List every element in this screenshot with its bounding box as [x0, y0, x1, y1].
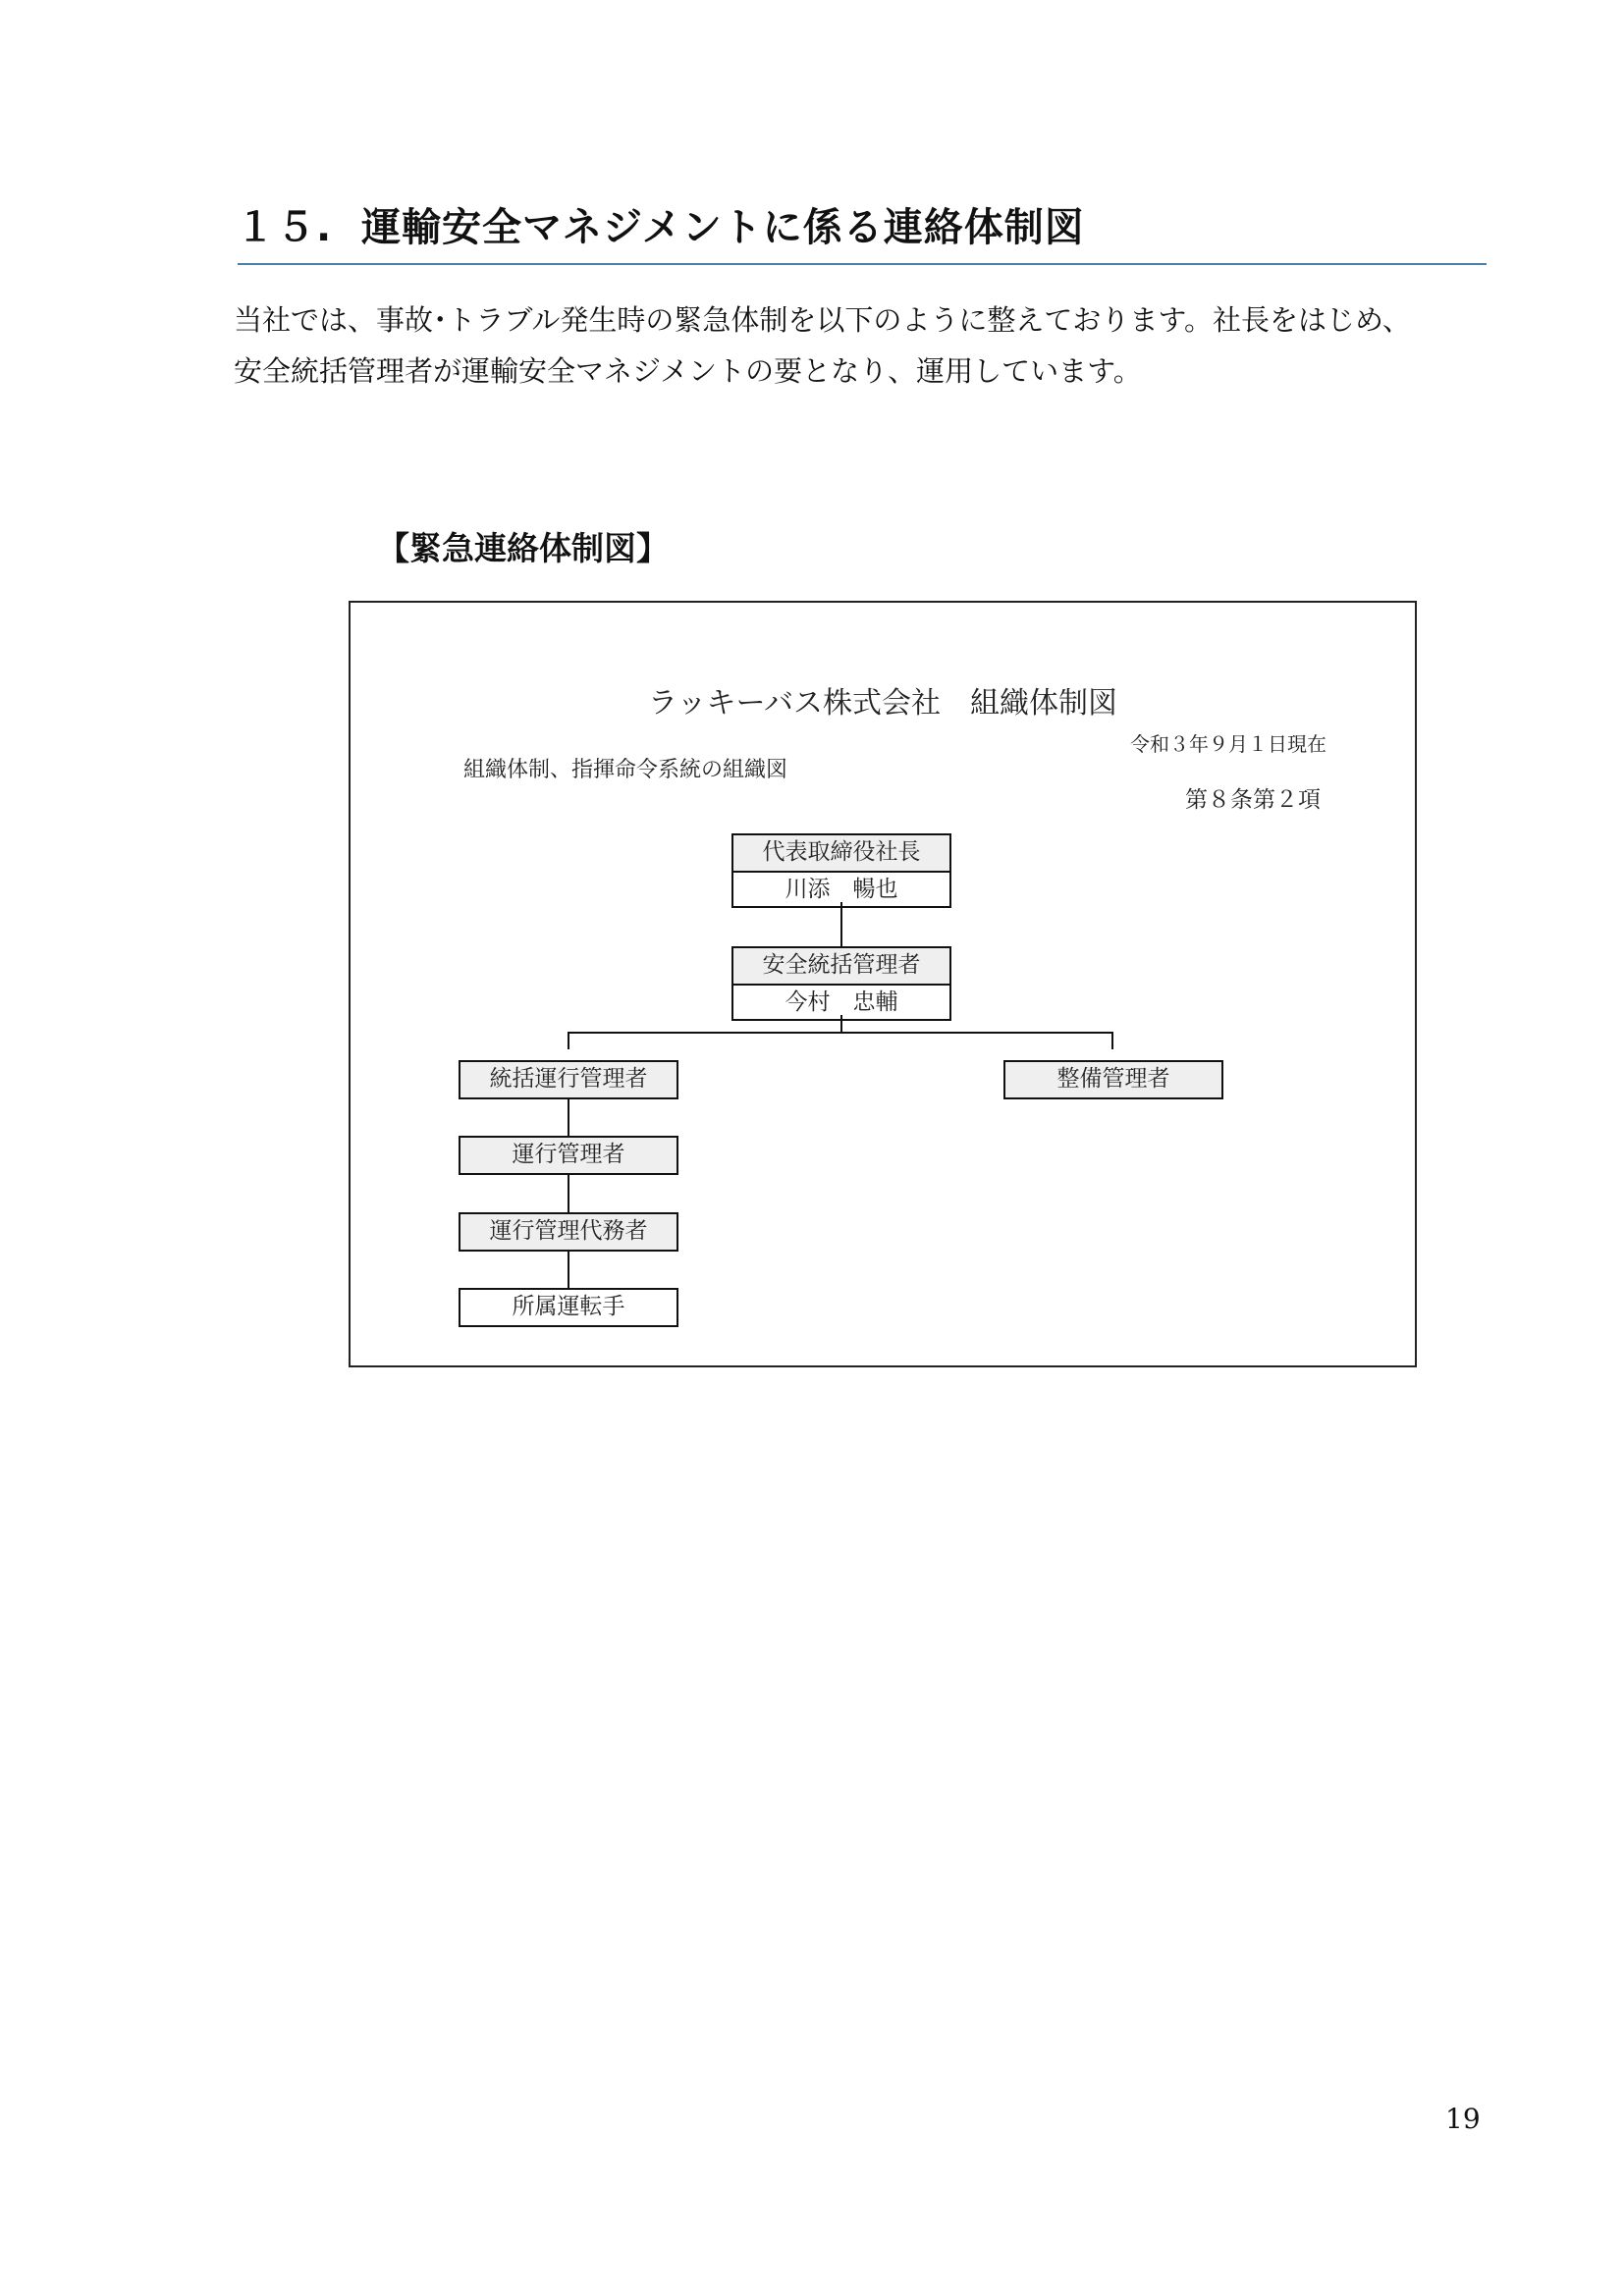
connector-safety-down	[840, 1015, 842, 1033]
ops-manager-label: 運行管理者	[460, 1138, 677, 1173]
connector-branch-right	[1111, 1032, 1113, 1049]
drivers-box	[459, 1288, 678, 1327]
org-chart-figure	[349, 601, 1417, 1367]
diagram-heading: 【緊急連絡体制図】	[377, 529, 669, 567]
section-title	[236, 196, 1492, 252]
president-role: 代表取締役社長	[733, 835, 949, 871]
org-chart-article: 第８条第２項	[1185, 787, 1321, 813]
ops-general-manager-label: 統括運行管理者	[460, 1062, 677, 1097]
connector-ops-chain-1	[568, 1098, 569, 1136]
section-title-text: 運輸安全マネジメントに係る連絡体制図	[361, 205, 1085, 250]
connector-president-safety	[840, 902, 842, 946]
president-name: 川添 暢也	[733, 871, 949, 906]
page-number: 19	[1445, 2103, 1481, 2135]
connector-ops-chain-2	[568, 1174, 569, 1212]
safety-manager-box	[731, 946, 951, 1021]
connector-branch-horizontal	[568, 1032, 1113, 1034]
intro-line-2: 安全統括管理者が運輸安全マネジメントの要となり、運用しています。	[234, 354, 1142, 388]
ops-manager-deputy-label: 運行管理代務者	[460, 1214, 677, 1250]
ops-manager-deputy-box	[459, 1212, 678, 1252]
drivers-label: 所属運転手	[512, 1294, 625, 1319]
title-divider	[238, 263, 1487, 265]
ops-manager-box	[459, 1136, 678, 1175]
safety-manager-name: 今村 忠輔	[733, 984, 949, 1019]
connector-ops-chain-3	[568, 1251, 569, 1288]
ops-general-manager-box	[459, 1060, 678, 1099]
org-chart-date: 令和３年９月１日現在	[1130, 732, 1326, 756]
maintenance-manager-label: 整備管理者	[1005, 1062, 1221, 1097]
safety-manager-role: 安全統括管理者	[733, 948, 949, 984]
org-chart-subtitle: 組織体制、指揮命令系統の組織図	[463, 758, 788, 782]
maintenance-manager-box	[1003, 1060, 1223, 1099]
section-number: １５.	[236, 205, 333, 250]
org-chart-title: ラッキーバス株式会社 組織体制図	[648, 686, 1117, 721]
president-box	[731, 833, 951, 908]
connector-branch-left	[568, 1032, 569, 1049]
intro-paragraph	[234, 294, 1500, 397]
intro-line-1: 当社では、事故･トラブル発生時の緊急体制を以下のように整えております。社長をはじめ、	[234, 303, 1411, 337]
